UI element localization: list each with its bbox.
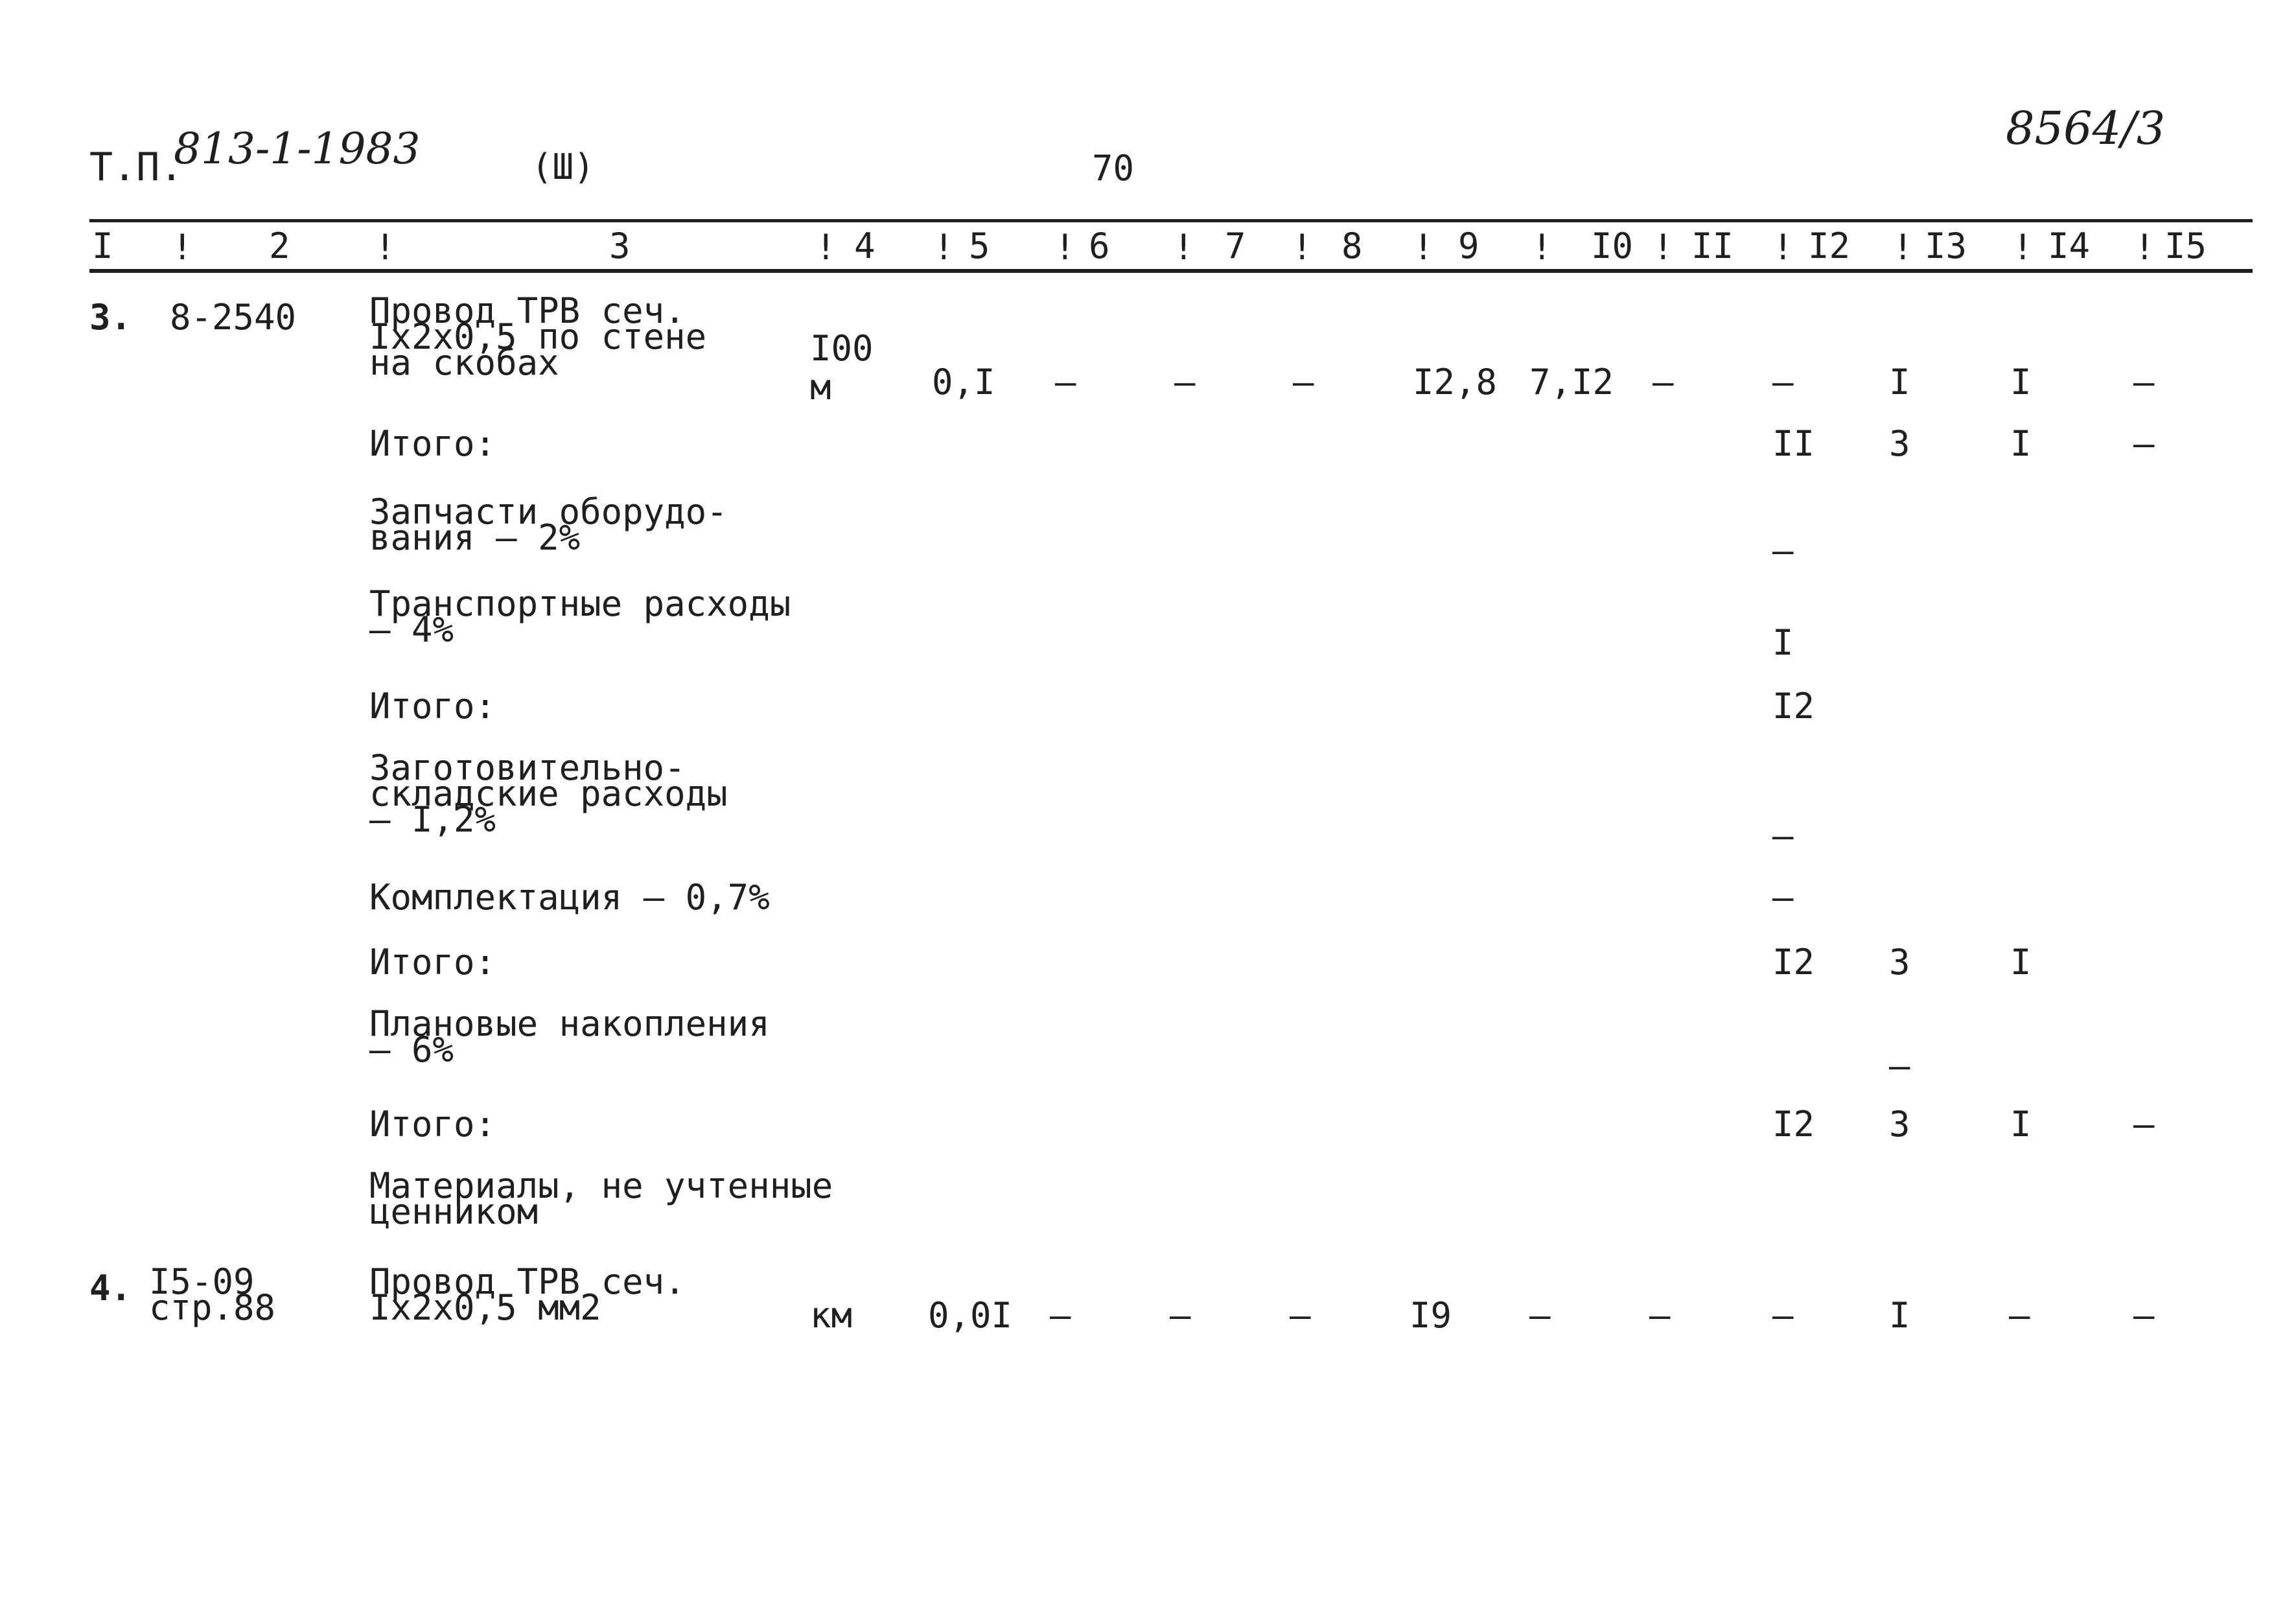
col8-value: – [1293,362,1314,402]
col-header-13: I3 [1925,226,1967,266]
section-subheading: Материалы, не учтенные ценником [369,1165,833,1232]
col12-value: – [1772,877,1794,918]
quantity-unit: I00 м [810,328,874,408]
col-separator: ! [2012,227,2034,268]
col13-value: 3 [1889,423,1910,464]
col9-value: I9 [1409,1295,1452,1336]
col9-value: I2,8 [1413,362,1498,402]
col5-value: 0,I [932,362,995,402]
col11-value: – [1652,362,1674,402]
item-description: Запчасти оборудо- вания – 2% [369,491,728,558]
col-separator: ! [933,227,955,268]
col15-value: – [2133,362,2155,402]
page-number: 70 [1092,148,1135,189]
col-separator: ! [815,227,837,268]
col-separator: ! [1772,227,1794,268]
col8-value: – [1290,1295,1311,1336]
doc-prefix: Т.П. [89,145,183,190]
col-separator: ! [1413,227,1434,268]
col-header-8: 8 [1341,226,1363,266]
col-header-5: 5 [969,226,990,266]
col6-value: – [1050,1295,1071,1336]
item-description: Провод ТРВ сеч. Ix2x0,5 по стене на скобах [369,290,707,383]
col-header-12: I2 [1808,226,1851,266]
col13-value: – [1889,1045,1910,1086]
col6-value: – [1055,362,1076,402]
header-top-rule [89,219,2253,222]
col-header-4: 4 [854,226,875,266]
subtotal-label: Итого: [369,1104,496,1145]
col-header-9: 9 [1458,226,1479,266]
col13-value: 3 [1889,1104,1910,1145]
item-description: Комплектация – 0,7% [369,877,770,918]
col-separator: ! [1892,227,1914,268]
col-header-2: 2 [269,226,290,266]
col-separator: ! [1531,227,1553,268]
col12-value: II [1772,423,1815,464]
col12-value: – [1772,1295,1794,1336]
col-header-7: 7 [1225,226,1246,266]
col13-value: I [1889,362,1910,402]
col-separator: ! [1173,227,1194,268]
col-separator: ! [1652,227,1674,268]
quantity-unit: км [810,1295,853,1336]
col7-value: – [1170,1295,1191,1336]
item-description: Плановые накопления – 6% [369,1003,770,1070]
col13-value: 3 [1889,942,1910,983]
col-separator: ! [1054,227,1076,268]
col-header-11: II [1691,226,1734,266]
item-description: Транспортные расходы – 4% [369,583,791,650]
col-header-3: 3 [609,226,631,266]
col11-value: – [1649,1295,1671,1336]
col-header-14: I4 [2048,226,2091,266]
col14-value: I [2010,362,2032,402]
col-header-1: I [92,226,113,266]
col-separator: ! [375,227,396,268]
col12-value: – [1772,362,1794,402]
item-number: 3. [89,297,132,338]
col10-value: – [1529,1295,1551,1336]
col-separator: ! [172,227,193,268]
sheet-code: 8564/3 [2006,102,2166,155]
item-description: Заготовительно- складские расходы – I,2% [369,747,728,840]
col12-value: – [1772,530,1794,571]
col14-value: I [2010,423,2032,464]
col12-value: I [1772,622,1794,663]
col7-value: – [1174,362,1196,402]
col12-value: I2 [1772,686,1815,727]
col-separator: ! [2134,227,2155,268]
price-code: I5-09 стр.88 [149,1261,276,1328]
header-bottom-rule [89,269,2253,273]
subtotal-label: Итого: [369,942,496,983]
col13-value: I [1889,1295,1910,1336]
col-separator: ! [1292,227,1313,268]
subtotal-label: Итого: [369,686,496,727]
section-label: (Ш) [531,146,595,187]
col12-value: – [1772,815,1794,856]
col10-value: 7,I2 [1529,362,1614,402]
col15-value: – [2133,1295,2155,1336]
col14-value: I [2010,1104,2032,1145]
col5-value: 0,0I [928,1295,1013,1336]
col14-value: – [2009,1295,2030,1336]
col-header-10: I0 [1591,226,1634,266]
price-code: 8-2540 [170,297,297,338]
col-header-15: I5 [2164,226,2207,266]
col14-value: I [2010,942,2032,983]
col15-value: – [2133,423,2155,464]
col12-value: I2 [1772,942,1815,983]
col12-value: I2 [1772,1104,1815,1145]
subtotal-label: Итого: [369,423,496,464]
col15-value: – [2133,1104,2155,1145]
item-description: Провод ТРВ сеч. Ix2x0,5 мм2 [369,1261,686,1328]
project-number: 813-1-1983 [174,124,421,174]
item-number: 4. [89,1268,132,1309]
col-header-6: 6 [1089,226,1110,266]
